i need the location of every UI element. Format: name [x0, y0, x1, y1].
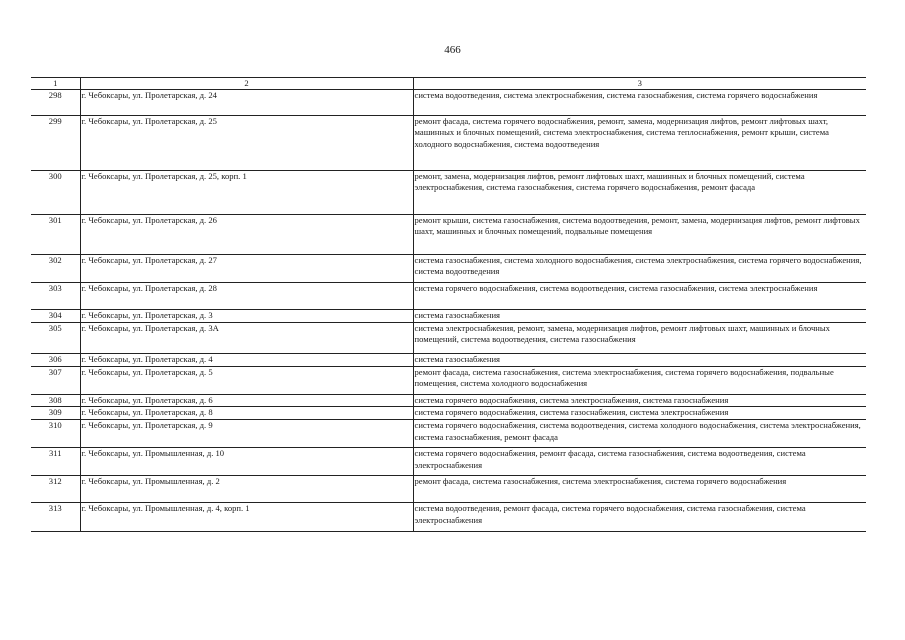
table-row [31, 310, 866, 323]
row-number: 307 [31, 367, 80, 395]
row-address: г. Чебоксары, ул. Пролетарская, д. 24 [80, 90, 413, 116]
row-systems: ремонт крыши, система газоснабжения, система водоотведения, ремонт, замена, модернизация лифтов, ремонт лифтовых шахт, машинных и блочных помещений, подвальные помещения [413, 215, 866, 255]
table-row [31, 448, 866, 476]
row-number: 299 [31, 116, 80, 171]
row-systems: система горячего водоснабжения, система электроснабжения, система газоснабжения [413, 395, 866, 407]
row-systems: система газоснабжения, система холодного водоснабжения, система электроснабжения, система горячего водоснабжения, система водоотведения [413, 255, 866, 283]
row-number: 303 [31, 283, 80, 310]
row-address: г. Чебоксары, ул. Пролетарская, д. 3А [80, 323, 413, 354]
row-number: 304 [31, 310, 80, 323]
table-row [31, 407, 866, 420]
row-systems: система водоотведения, ремонт фасада, система горячего водоснабжения, система газоснабжения, система электроснабжения [413, 503, 866, 532]
row-number: 311 [31, 448, 80, 476]
table-row [31, 354, 866, 367]
row-systems: система горячего водоснабжения, система водоотведения, система газоснабжения, система электроснабжения [413, 283, 866, 310]
table-row [31, 215, 866, 255]
row-systems: система электроснабжения, ремонт, замена, модернизация лифтов, ремонт лифтовых шахт, машинных и блочных помещений, система водоотведения, система газоснабжения [413, 323, 866, 354]
header-row [31, 78, 866, 90]
column-header-systems: 3 [413, 78, 866, 90]
table-row [31, 90, 866, 116]
row-address: г. Чебоксары, ул. Пролетарская, д. 25 [80, 116, 413, 171]
row-systems: ремонт фасада, система газоснабжения, система электроснабжения, система горячего водоснабжения, подвальные помещения, система холодного водоснабжения [413, 367, 866, 395]
column-header-address: 2 [80, 78, 413, 90]
row-number: 300 [31, 171, 80, 215]
column-header-number: 1 [31, 78, 80, 90]
row-number: 298 [31, 90, 80, 116]
row-address: г. Чебоксары, ул. Пролетарская, д. 27 [80, 255, 413, 283]
row-address: г. Чебоксары, ул. Пролетарская, д. 9 [80, 420, 413, 448]
row-address: г. Чебоксары, ул. Пролетарская, д. 3 [80, 310, 413, 323]
table-row [31, 255, 866, 283]
row-systems: система горячего водоснабжения, система газоснабжения, система электроснабжения [413, 407, 866, 420]
table-row [31, 503, 866, 532]
row-number: 301 [31, 215, 80, 255]
table-row [31, 116, 866, 171]
row-number: 312 [31, 476, 80, 503]
row-systems: система горячего водоснабжения, система водоотведения, система холодного водоснабжения, система электроснабжения, система газоснабжения, ремонт фасада [413, 420, 866, 448]
row-number: 305 [31, 323, 80, 354]
row-address: г. Чебоксары, ул. Пролетарская, д. 26 [80, 215, 413, 255]
building-registry-table [31, 77, 866, 532]
row-address: г. Чебоксары, ул. Пролетарская, д. 5 [80, 367, 413, 395]
table-row [31, 367, 866, 395]
row-address: г. Чебоксары, ул. Пролетарская, д. 4 [80, 354, 413, 367]
row-address: г. Чебоксары, ул. Промышленная, д. 4, корп. 1 [80, 503, 413, 532]
row-number: 306 [31, 354, 80, 367]
table-row [31, 323, 866, 354]
table-body [31, 90, 866, 532]
row-address: г. Чебоксары, ул. Пролетарская, д. 6 [80, 395, 413, 407]
row-systems: ремонт фасада, система горячего водоснабжения, ремонт, замена, модернизация лифтов, ремонт лифтовых шахт, машинных и блочных помещений, система электроснабжения, система теплоснабжения, ремонт крыши, система холодного водоснабжения, система водоотведения [413, 116, 866, 171]
row-systems: система горячего водоснабжения, ремонт фасада, система газоснабжения, система водоотведения, система электроснабжения [413, 448, 866, 476]
row-address: г. Чебоксары, ул. Пролетарская, д. 25, корп. 1 [80, 171, 413, 215]
row-systems: система газоснабжения [413, 310, 866, 323]
table-row [31, 283, 866, 310]
row-address: г. Чебоксары, ул. Пролетарская, д. 28 [80, 283, 413, 310]
row-number: 309 [31, 407, 80, 420]
table-row [31, 476, 866, 503]
row-number: 313 [31, 503, 80, 532]
table-row [31, 395, 866, 407]
row-systems: система газоснабжения [413, 354, 866, 367]
row-address: г. Чебоксары, ул. Промышленная, д. 2 [80, 476, 413, 503]
page-number: 466 [444, 44, 461, 56]
row-number: 310 [31, 420, 80, 448]
row-systems: система водоотведения, система электроснабжения, система газоснабжения, система горячего водоснабжения [413, 90, 866, 116]
table-row [31, 420, 866, 448]
table-row [31, 171, 866, 215]
row-number: 302 [31, 255, 80, 283]
table-header [31, 78, 866, 90]
row-address: г. Чебоксары, ул. Пролетарская, д. 8 [80, 407, 413, 420]
row-address: г. Чебоксары, ул. Промышленная, д. 10 [80, 448, 413, 476]
row-systems: ремонт фасада, система газоснабжения, система электроснабжения, система горячего водоснабжения [413, 476, 866, 503]
row-systems: ремонт, замена, модернизация лифтов, ремонт лифтовых шахт, машинных и блочных помещений, система электроснабжения, система газоснабжения, система горячего водоснабжения, ремонт фасада [413, 171, 866, 215]
row-number: 308 [31, 395, 80, 407]
